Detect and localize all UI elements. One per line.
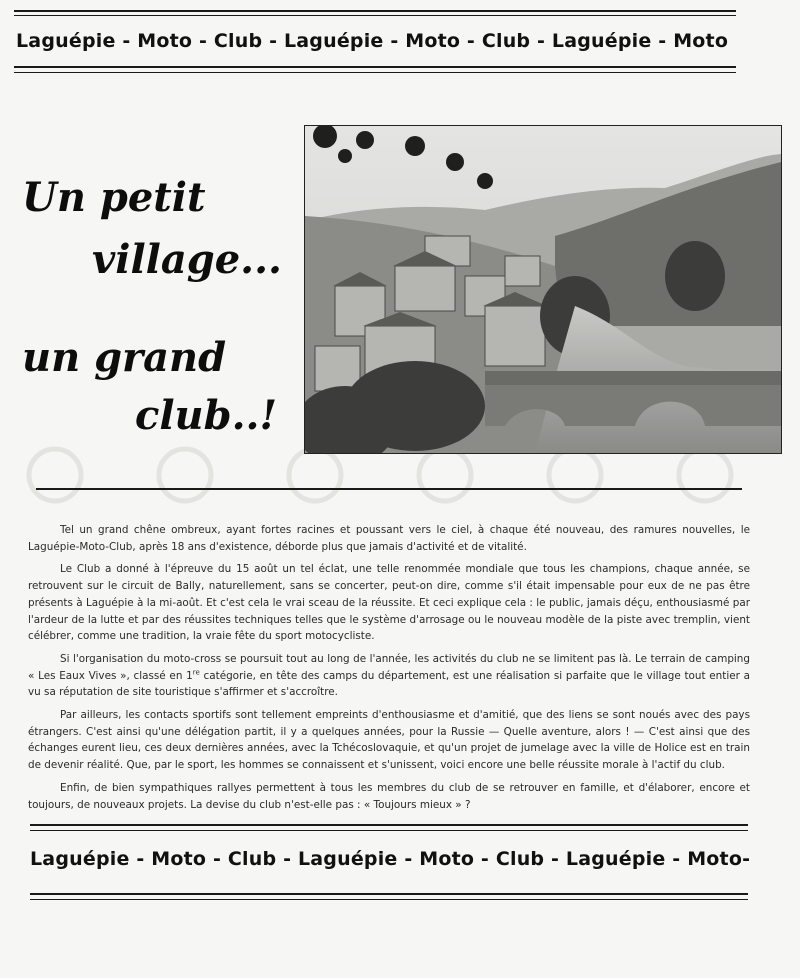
article-paragraph-5: Enfin, de bien sympathiques rallyes permettent à tous les membres du club de se retrouver en famille, et d'élaborer, encore et toujours, de nouveaux projets. La devise du club n'est-elle pas : « Toujours mieux » ? [28,781,750,811]
article-paragraph-3 [28,651,750,701]
bottom-rule-1 [30,824,748,826]
article-paragraph-4: Par ailleurs, les contacts sportifs sont tellement empreints d'enthousiasme et d'amitié, que des liens se sont noués avec des pays étrangers. C'est ainsi qu'une délégation partit, il y a quelques années, pour la Russie — Quelle aventure, alors ! — C'est ainsi que des échanges eurent lieu, ces deux dernières années, avec la Tchécoslovaquie, et qu'un projet de jumelage avec la ville de Holice est en train de devenir réalité. Que, par le sport, les hommes se connaissent et s'unissent, voici encore une belle réussite morale à l'actif du club. [28,709,750,772]
top-rule-1 [14,10,736,12]
ordinal-superscript: re [192,668,200,677]
village-river-bridge-image [305,126,781,453]
top-rule-3 [14,66,736,68]
headline-line-1: Un petit [22,174,206,221]
top-rule-4 [14,72,736,73]
village-photo [304,125,782,454]
bottom-rule-2 [30,830,748,831]
article-top-rule [36,488,742,490]
article-paragraph-3-start: Si l'organisation du moto-cross se poursuit tout au long de l'année, les activités du club ne se limitent pas là. Le terrain de camping « Les Eaux Vives », classé en 1 [28,652,750,682]
bottom-rule-3 [30,893,748,895]
banner-top: Laguépie - Moto - Club - Laguépie - Moto - Club - Laguépie - Moto [16,30,729,52]
headline-line-2: village... [92,236,282,283]
article-paragraph-2: Le Club a donné à l'épreuve du 15 août un tel éclat, une telle renommée mondiale que tous les champions, chaque année, se retrouvent sur le circuit de Bally, naturellement, sans se concerter, peut-on dire, comme s'il était impensable pour eux de ne pas être présents à Laguépie à la mi-août. Et c'est cela le vrai sceau de la réussite. Et ceci explique cela : le public, jamais déçu, enthousiasmé par l'ardeur de la lutte et par des réussites techniques telles que le système d'arrosage ou le nouveau modèle de la piste avec tremplin, vient célébrer, comme une tradition, la vraie fête du sport motocycliste. [28,563,750,643]
headline-line-3: un grand [22,334,227,381]
article-paragraph-1: Tel un grand chêne ombreux, ayant fortes racines et poussant vers le ciel, à chaque été nouveau, des ramures nouvelles, le Laguépie-Moto-Club, après 18 ans d'existence, déborde plus que jamais d'activité et de vitalité. [28,524,750,553]
headline-line-4: club..! [135,392,278,439]
article-paragraph-3-end: catégorie, en tête des camps du département, est une réalisation si parfaite que le village tout entier a vu sa réputation de site touristique s'affirmer et s'accroître. [28,669,750,699]
top-rule-2 [14,15,736,16]
bottom-rule-4 [30,899,748,900]
banner-bottom: Laguépie - Moto - Club - Laguépie - Moto - Club - Laguépie - Moto- [30,848,751,870]
article-body [28,522,750,819]
